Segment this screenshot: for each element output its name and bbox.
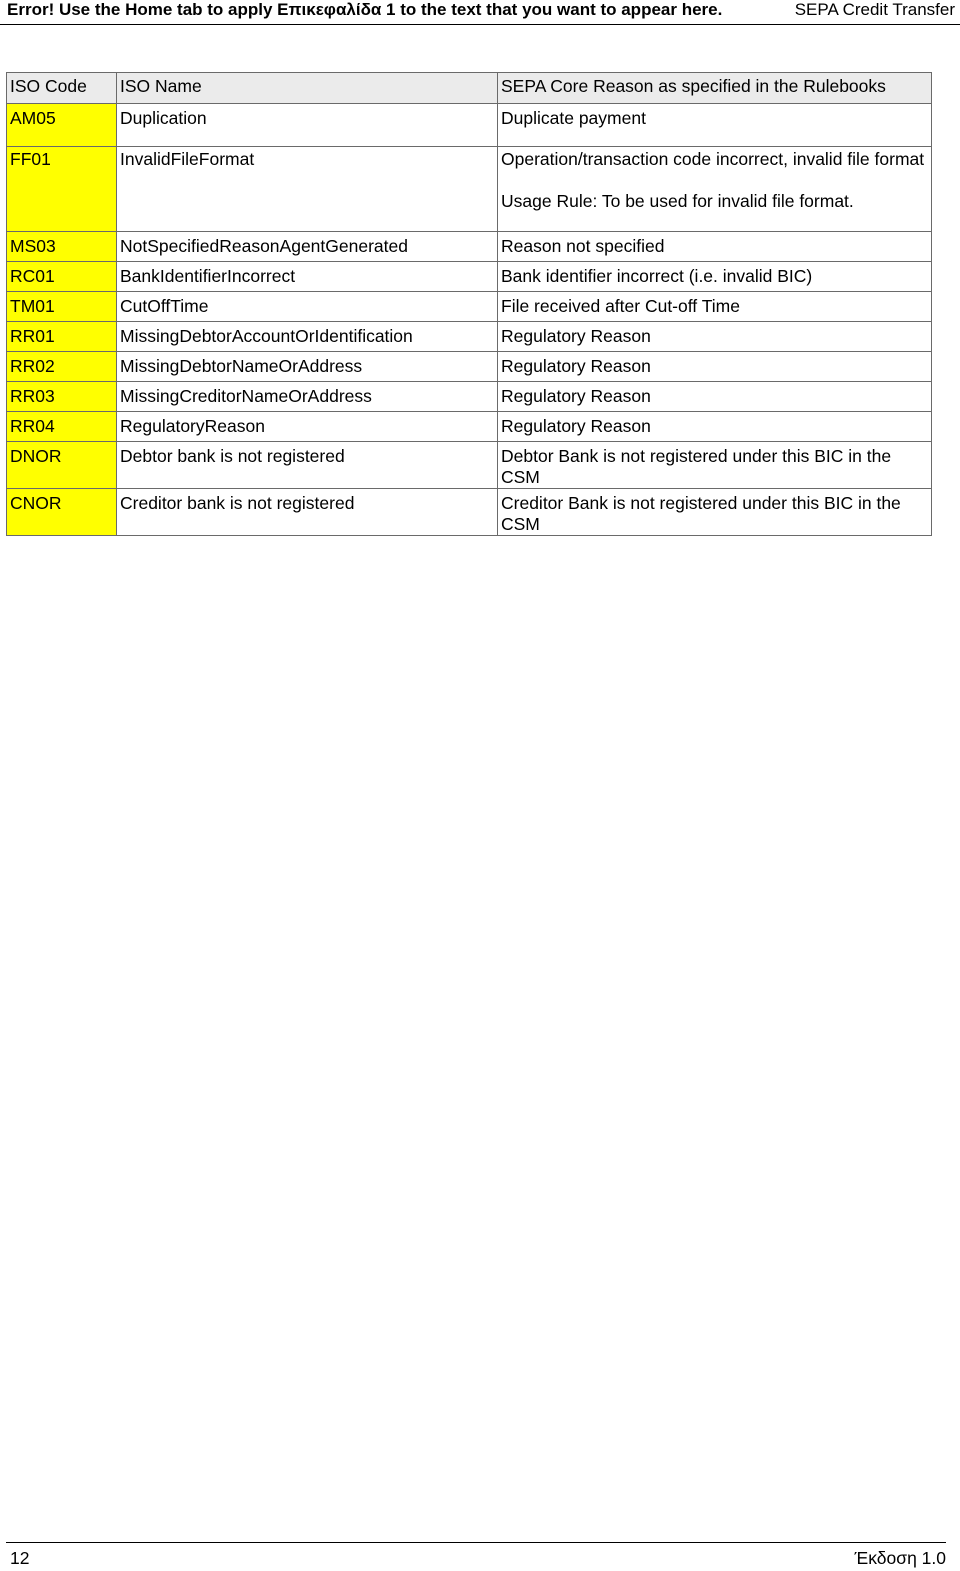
cell-sepa-reason: Debtor Bank is not registered under this BIC in the CSM [498, 442, 932, 489]
cell-iso-name: Debtor bank is not registered [117, 442, 498, 489]
header-doc-title: SEPA Credit Transfer [794, 0, 955, 19]
column-header-iso-code: ISO Code [7, 73, 117, 104]
table-row [7, 352, 932, 382]
table-row [7, 489, 932, 536]
cell-iso-name: MissingDebtorNameOrAddress [117, 352, 498, 382]
table-row [7, 382, 932, 412]
cell-sepa-reason: Bank identifier incorrect (i.e. invalid BIC) [498, 262, 932, 292]
page-header [0, 0, 960, 25]
cell-sepa-reason: Operation/transaction code incorrect, invalid file format [501, 149, 925, 169]
table-row [7, 232, 932, 262]
cell-iso-name: RegulatoryReason [117, 412, 498, 442]
cell-iso-name: NotSpecifiedReasonAgentGenerated [117, 232, 498, 262]
cell-sepa-reason: Regulatory Reason [498, 322, 932, 352]
cell-iso-name: MissingDebtorAccountOrIdentification [117, 322, 498, 352]
cell-sepa-reason-multi [498, 147, 932, 232]
reason-codes-table [6, 72, 932, 536]
cell-iso-code: RR03 [7, 382, 117, 412]
cell-sepa-reason: Regulatory Reason [498, 412, 932, 442]
cell-iso-code: MS03 [7, 232, 117, 262]
cell-iso-code: AM05 [7, 104, 117, 147]
cell-iso-code: DNOR [7, 442, 117, 489]
table-row [7, 322, 932, 352]
cell-iso-code: RR01 [7, 322, 117, 352]
table-row [7, 292, 932, 322]
page-number: 12 [10, 1548, 30, 1568]
table-row [7, 147, 932, 232]
column-header-sepa-reason: SEPA Core Reason as specified in the Rulebooks [498, 73, 932, 104]
cell-iso-name: CutOffTime [117, 292, 498, 322]
table-row [7, 262, 932, 292]
cell-iso-code: RR04 [7, 412, 117, 442]
table-row [7, 442, 932, 489]
cell-iso-name: MissingCreditorNameOrAddress [117, 382, 498, 412]
cell-iso-code: TM01 [7, 292, 117, 322]
cell-sepa-reason: Regulatory Reason [498, 352, 932, 382]
page-footer [6, 1542, 946, 1571]
cell-iso-code: RC01 [7, 262, 117, 292]
header-error-text: Error! Use the Home tab to apply Επικεφαλίδα 1 to the text that you want to appear here. [7, 0, 723, 19]
table-row [7, 412, 932, 442]
cell-iso-name: Creditor bank is not registered [117, 489, 498, 536]
cell-usage-rule: Usage Rule: To be used for invalid file format. [501, 191, 854, 211]
table-header-row [7, 73, 932, 104]
document-version: Έκδοση 1.0 [854, 1548, 946, 1568]
cell-iso-name: InvalidFileFormat [117, 147, 498, 232]
cell-sepa-reason: Creditor Bank is not registered under this BIC in the CSM [498, 489, 932, 536]
cell-sepa-reason: File received after Cut-off Time [498, 292, 932, 322]
cell-iso-code: FF01 [7, 147, 117, 232]
column-header-iso-name: ISO Name [117, 73, 498, 104]
cell-sepa-reason: Duplicate payment [498, 104, 932, 147]
table-row [7, 104, 932, 147]
cell-iso-name: Duplication [117, 104, 498, 147]
cell-iso-name: BankIdentifierIncorrect [117, 262, 498, 292]
cell-sepa-reason: Regulatory Reason [498, 382, 932, 412]
cell-sepa-reason: Reason not specified [498, 232, 932, 262]
cell-iso-code: RR02 [7, 352, 117, 382]
cell-iso-code: CNOR [7, 489, 117, 536]
